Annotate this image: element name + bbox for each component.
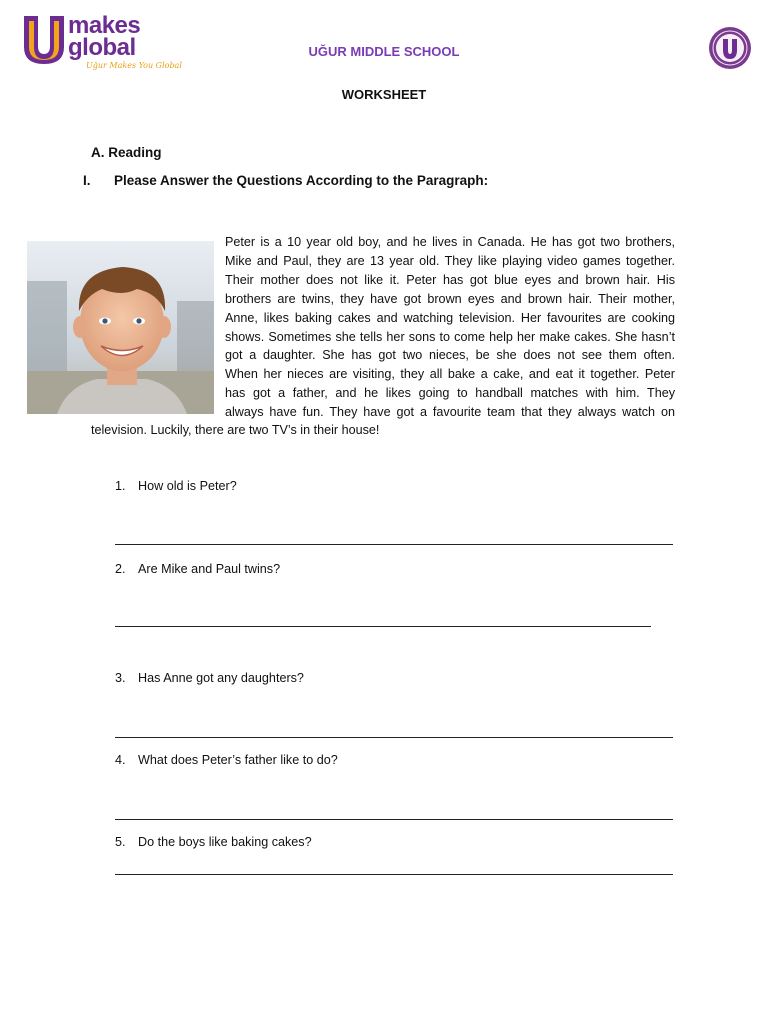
question-text: Has Anne got any daughters?	[138, 671, 304, 685]
answer-line-1[interactable]	[115, 544, 673, 545]
paragraph-line: Their mother does not like it. Peter has got blue eyes and brown hair. His	[225, 272, 675, 287]
paragraph-line: Anne, likes baking cakes and watching television. Her favourites are cooking	[225, 310, 675, 325]
answer-line-5[interactable]	[115, 874, 673, 875]
worksheet-title: WORKSHEET	[341, 87, 427, 102]
school-name: UĞUR MIDDLE SCHOOL	[308, 44, 460, 59]
paragraph-line: got a daughter. She has got two nieces, be she does not see them often.	[225, 348, 675, 363]
paragraph-line: brothers are twins, they have got brown eyes and brown hair. Their mother,	[225, 291, 675, 306]
paragraph-line: Mike and Paul, they are 13 year old. They like playing video games together.	[225, 253, 675, 268]
question-text: Are Mike and Paul twins?	[138, 562, 281, 576]
school-seal-icon	[708, 26, 752, 70]
answer-line-4[interactable]	[115, 819, 673, 820]
question-number: 1.	[115, 479, 126, 493]
paragraph-line: has got a father, and he likes going to handball matches with him. They	[225, 386, 675, 401]
paragraph-line: shows. Sometimes she tells her sons to come help her make cakes. She hasn’t	[225, 329, 675, 344]
paragraph-line: When her nieces are visiting, they all bake a cake, and eat it together. Peter	[225, 367, 675, 382]
logo-word-global: global	[68, 34, 136, 61]
paragraph-line: Peter is a 10 year old boy, and he lives in Canada. He has got two brothers,	[225, 235, 675, 249]
question-number: 3.	[115, 671, 126, 685]
question-number: 5.	[115, 835, 126, 849]
reading-paragraph	[225, 233, 675, 422]
logo-tagline: Uğur Makes You Global	[86, 61, 182, 70]
paragraph-line: always have fun. They have got a favourite team that they always watch on	[225, 405, 675, 420]
instruction-number: I.	[83, 173, 91, 188]
question-text: How old is Peter?	[138, 479, 237, 493]
question-number: 2.	[115, 562, 126, 576]
instruction-heading: Please Answer the Questions According to the Paragraph:	[114, 173, 489, 188]
boy-photo	[27, 241, 214, 414]
question-number: 4.	[115, 753, 126, 767]
question-text: What does Peter’s father like to do?	[138, 753, 338, 767]
paragraph-last-line: television. Luckily, there are two TV’s in their house!	[91, 423, 380, 437]
answer-line-2[interactable]	[115, 626, 651, 627]
section-label: A. Reading	[91, 145, 162, 160]
answer-line-3[interactable]	[115, 737, 673, 738]
question-text: Do the boys like baking cakes?	[138, 835, 312, 849]
logo-word-makes: makes	[68, 12, 141, 39]
